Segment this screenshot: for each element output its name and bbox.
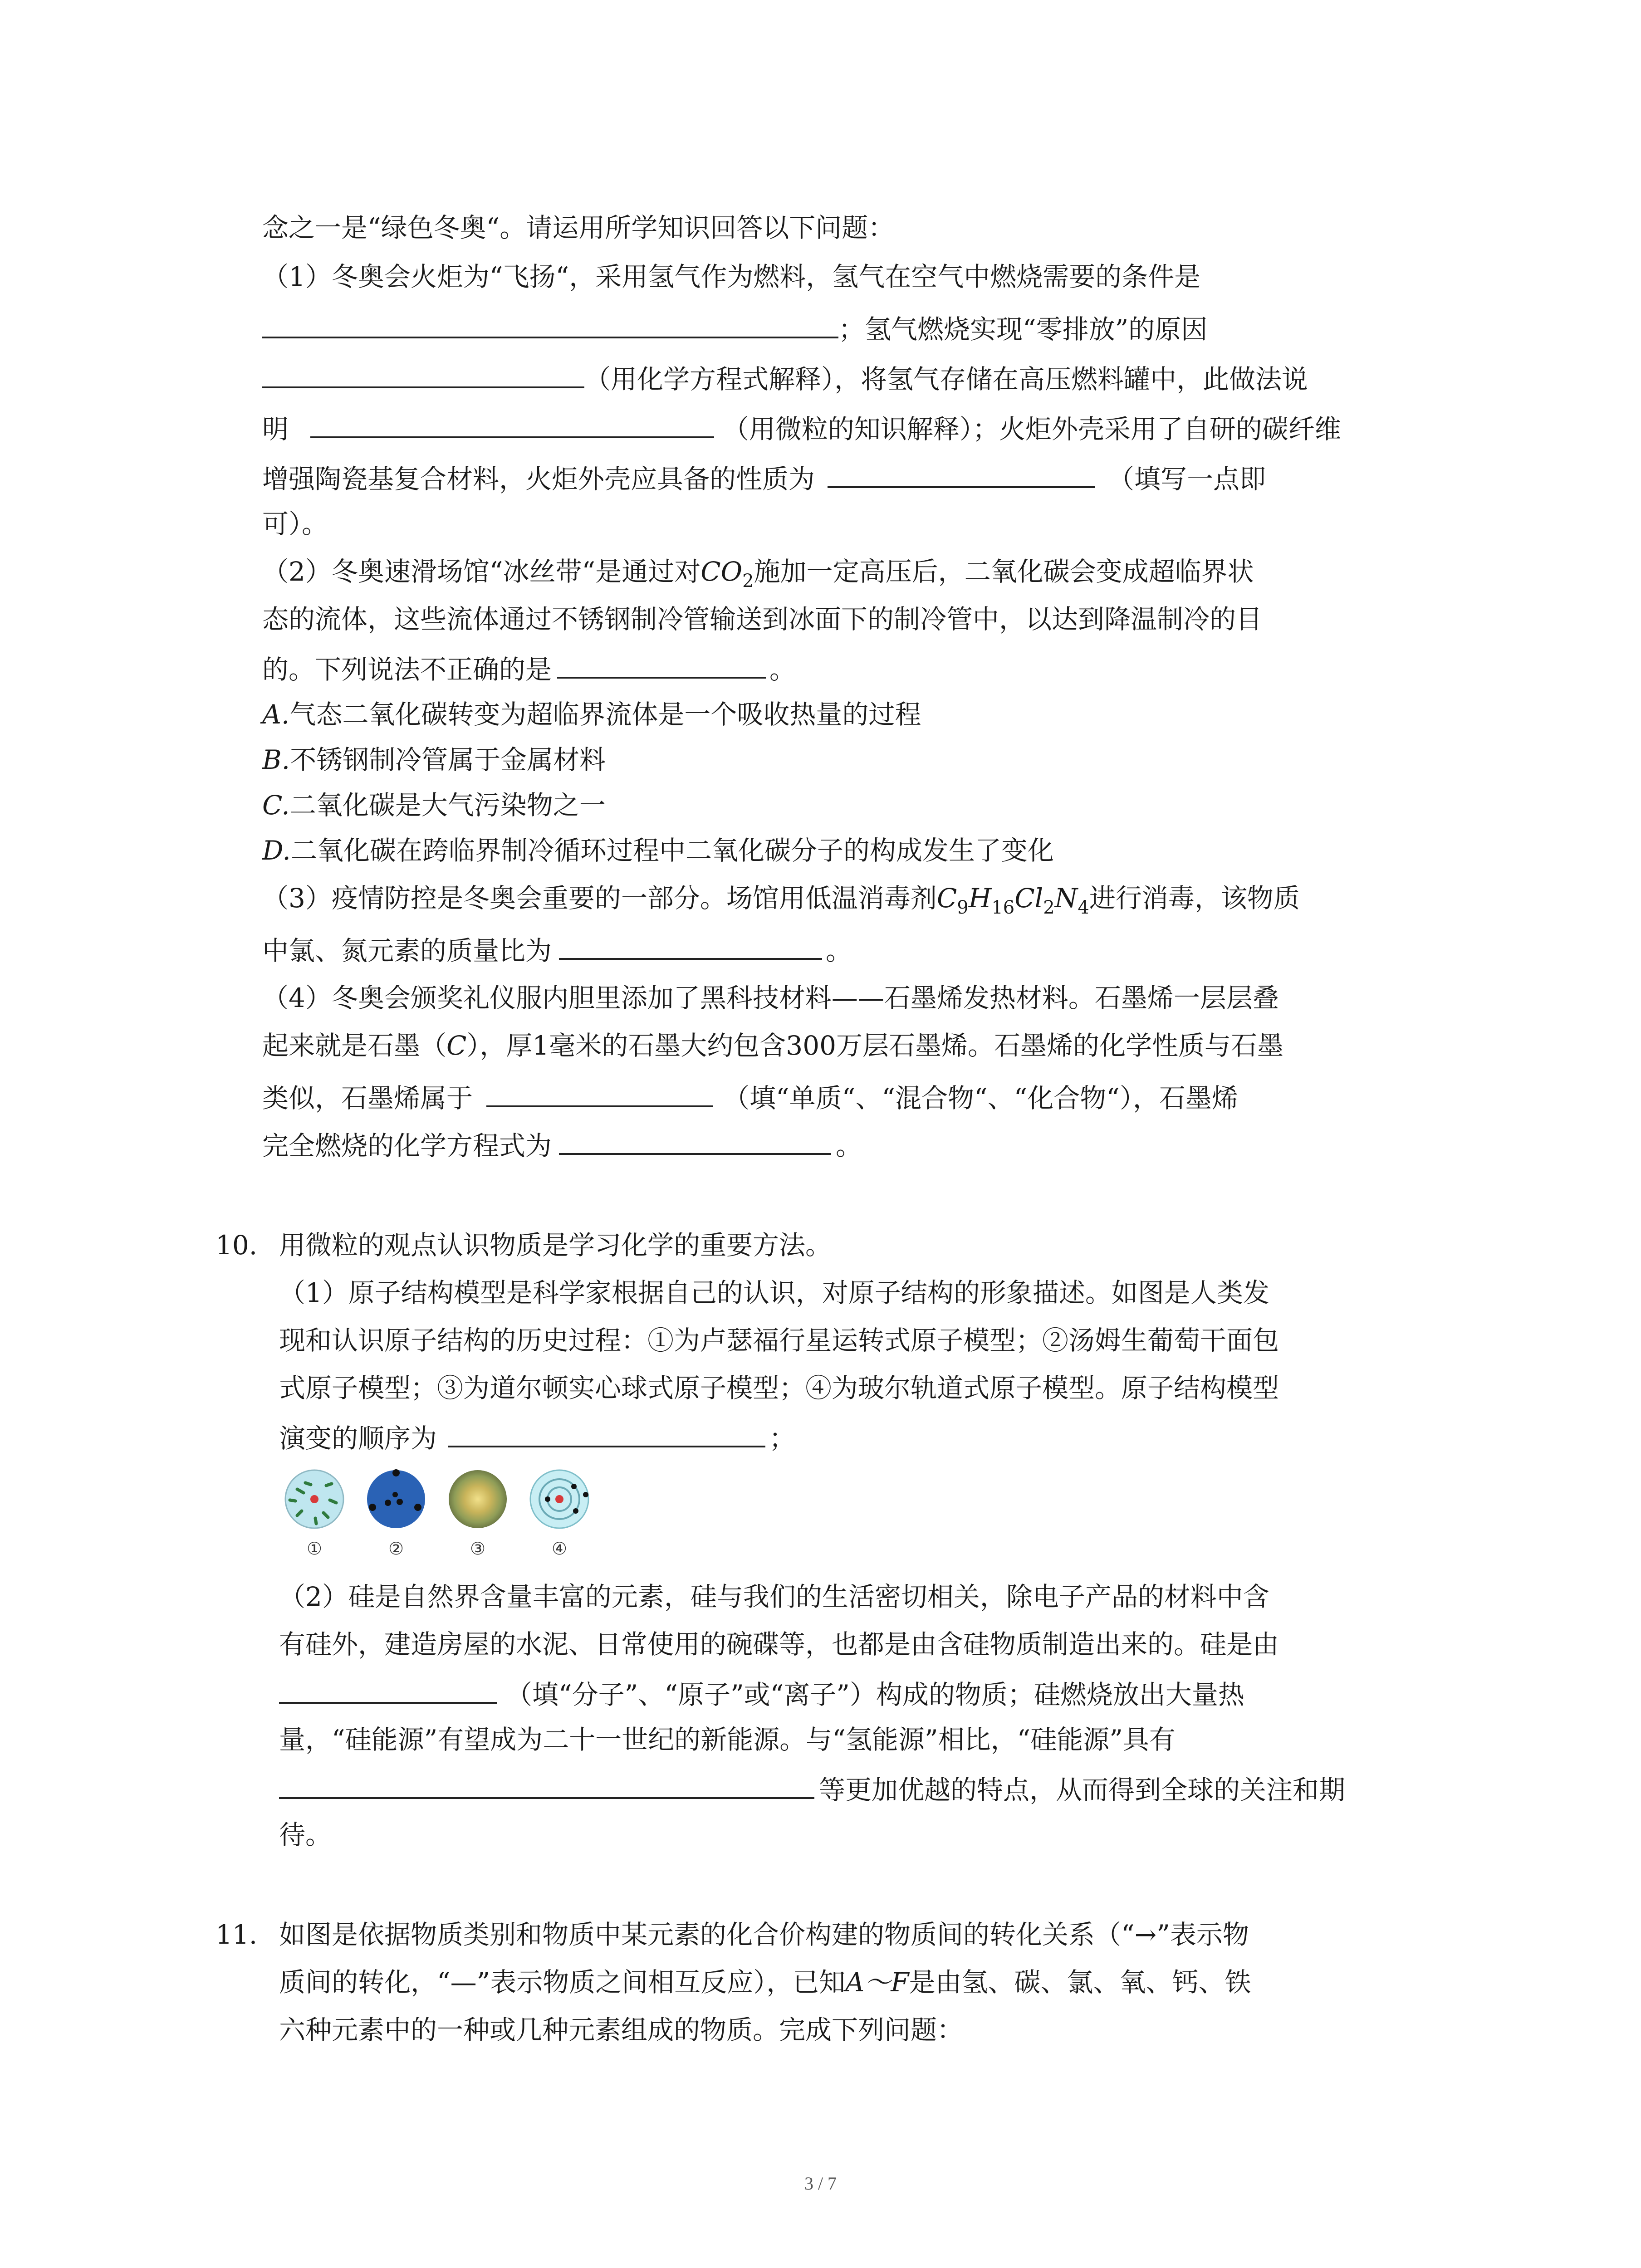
q9-p1-line1: （1）冬奥会火炬为“飞扬“，采用氢气作为燃料，氢气在空气中燃烧需要的条件是 <box>262 261 1201 292</box>
q9-p2-line1 <box>262 553 1254 599</box>
option-b <box>262 742 606 778</box>
answer-blank[interactable] <box>310 408 714 438</box>
disinfectant-formula: $C_9H_{16}Cl_2N_4$ <box>936 883 1089 918</box>
answer-blank[interactable] <box>557 649 766 679</box>
q9-p4-line3-text: （填“单质“、“混合物“、“化合物“），石墨烯 <box>723 1083 1238 1114</box>
answer-blank[interactable] <box>486 1077 713 1107</box>
q10-p1-line3: 式原子模型；③为道尔顿实心球式原子模型；④为玻尔轨道式原子模型。原子结构模型 <box>279 1373 1279 1403</box>
q9-p2-line1-text: 施加一定高压后，二氧化碳会变成超临界状 <box>754 556 1254 587</box>
q9-p1-line6: 可）。 <box>262 508 328 539</box>
answer-blank[interactable] <box>559 1125 831 1155</box>
q9-p1-line3-text: （用化学方程式解释），将氢气存储在高压燃料罐中，此做法说 <box>584 364 1308 395</box>
q11-line1: 如图是依据物质类别和物质中某元素的化合价构建的物质间的转化关系（“→”表示物 <box>279 1919 1249 1950</box>
q9-p1-line5-start: 增强陶瓷基复合材料，火炬外壳应具备的性质为 <box>262 464 815 494</box>
q9-p3-line2-start: 中氯、氮元素的质量比为 <box>262 935 552 966</box>
q9-p3-line2-end: 。 <box>826 935 852 966</box>
q10-p1-line1: （1）原子结构模型是科学家根据自己的认识，对原子结构的形象描述。如图是人类发 <box>279 1277 1269 1308</box>
model-label-2: ② <box>388 1539 404 1559</box>
q9-p1-line5-text: （填写一点即 <box>1108 464 1266 494</box>
q10-number: 10. <box>216 1230 258 1261</box>
q10-p2-line5 <box>279 1769 1345 1808</box>
model-label-1: ① <box>306 1539 323 1559</box>
q10-p1-line2: 现和认识原子结构的历史过程：①为卢瑟福行星运转式原子模型；②汤姆生葡萄干面包 <box>279 1325 1279 1356</box>
q10-p1-line4-start: 演变的顺序为 <box>279 1423 437 1454</box>
co2-subscript: 2 <box>742 571 754 591</box>
q9-p2-line3 <box>262 649 796 688</box>
option-c-letter: C. <box>262 790 290 821</box>
q9-p1-line2-text: ；氢气燃烧实现“零排放”的原因 <box>838 314 1208 345</box>
graphite-symbol: C <box>446 1030 467 1061</box>
dalton-model-icon <box>449 1470 507 1528</box>
option-b-text: 不锈钢制冷管属于金属材料 <box>290 744 606 775</box>
answer-blank[interactable] <box>279 1769 814 1799</box>
co2-formula: CO <box>700 556 743 587</box>
option-d <box>262 832 1054 869</box>
option-c-text: 二氧化碳是大气污染物之一 <box>289 790 606 821</box>
q9-p3-line1-start: （3）疫情防控是冬奥会重要的一部分。场馆用低温消毒剂 <box>262 883 937 914</box>
q9-p1-line4 <box>262 408 1341 447</box>
answer-blank[interactable] <box>448 1418 765 1447</box>
q9-p2-line2: 态的流体，这些流体通过不锈钢制冷管输送到冰面下的制冷管中，以达到降温制冷的目 <box>262 604 1263 635</box>
q10-p2-line2: 有硅外，建造房屋的水泥、日常使用的碗碟等，也都是由含硅物质制造出来的。硅是由 <box>279 1629 1279 1660</box>
page-number: 3 / 7 <box>804 2173 837 2194</box>
q9-p3-line1 <box>262 880 1300 926</box>
q10-stem: 用微粒的观点认识物质是学习化学的重要方法。 <box>279 1230 832 1261</box>
q9-p4-line4 <box>262 1125 862 1164</box>
q9-p4-line1: （4）冬奥会颁奖礼仪服内胆里添加了黑科技材料——石墨烯发热材料。石墨烯一层层叠 <box>262 982 1279 1013</box>
option-a <box>262 696 921 733</box>
answer-blank[interactable] <box>279 1674 497 1704</box>
q9-p4-line4-start: 完全燃烧的化学方程式为 <box>262 1130 552 1161</box>
option-a-text: 气态二氧化碳转变为超临界流体是一个吸收热量的过程 <box>289 699 921 730</box>
q11-line3: 六种元素中的一种或几种元素组成的物质。完成下列问题： <box>279 2014 964 2045</box>
q11-line2-start: 质间的转化，“—”表示物质之间相互反应），已知 <box>279 1967 846 1998</box>
q10-p1-line4 <box>279 1418 795 1457</box>
q9-p3-line2 <box>262 930 852 969</box>
q9-p1-line2 <box>262 308 1207 347</box>
q10-p2-line3-text: （填“分子”、“原子”或“离子”）构成的物质；硅燃烧放出大量热 <box>506 1679 1244 1710</box>
model-label-4: ④ <box>551 1539 568 1559</box>
q11-af-range: A～F <box>845 1967 909 1998</box>
q9-p4-line2-start: 起来就是石墨（ <box>262 1030 447 1061</box>
q10-p2-line5-text: 等更加优越的特点，从而得到全球的关注和期 <box>819 1774 1346 1805</box>
answer-blank[interactable] <box>559 930 822 960</box>
q9-p4-line2-text: ），厚1毫米的石墨大约包含300万层石墨烯。石墨烯的化学性质与石墨 <box>466 1030 1284 1061</box>
option-a-letter: A. <box>262 699 290 730</box>
answer-blank[interactable] <box>828 458 1095 488</box>
option-d-letter: D. <box>262 835 291 866</box>
atomic-models-figure <box>279 1467 624 1563</box>
q9-p4-line2 <box>262 1027 1283 1064</box>
q9-p1-line5 <box>262 458 1266 497</box>
q10-p2-line6: 待。 <box>279 1819 332 1850</box>
answer-blank[interactable] <box>262 358 584 388</box>
answer-blank[interactable] <box>262 308 838 338</box>
q11-line2 <box>279 1964 1251 2000</box>
q9-p4-line4-end: 。 <box>836 1130 862 1161</box>
q9-p2-line1-start: （2）冬奥速滑场馆“冰丝带“是通过对 <box>262 556 701 587</box>
q10-p2-line4: 量，“硅能源”有望成为二十一世纪的新能源。与“氢能源”相比，“硅能源”具有 <box>279 1724 1176 1755</box>
option-c <box>262 787 606 823</box>
q9-p4-line3 <box>262 1077 1238 1116</box>
q10-p2-line1: （2）硅是自然界含量丰富的元素，硅与我们的生活密切相关，除电子产品的材料中含 <box>279 1581 1269 1612</box>
q9-p1-line3 <box>262 358 1308 397</box>
q9-p2-line3-start: 的。下列说法不正确的是 <box>262 654 552 685</box>
option-b-letter: B. <box>262 744 290 775</box>
model-label-3: ③ <box>470 1539 486 1559</box>
rutherford-model-icon <box>285 1470 343 1528</box>
option-d-text: 二氧化碳在跨临界制冷循环过程中二氧化碳分子的构成发生了变化 <box>290 835 1054 866</box>
q10-p2-line3 <box>279 1674 1244 1713</box>
q10-p1-line4-end: ； <box>769 1423 796 1454</box>
q9-p4-line3-start: 类似，石墨烯属于 <box>262 1083 473 1114</box>
thomson-model-icon <box>367 1469 425 1528</box>
q11-line2-text: 是由氢、碳、氯、氧、钙、铁 <box>909 1967 1251 1998</box>
bohr-model-icon <box>530 1470 588 1528</box>
intro-line: 念之一是“绿色冬奥“。请运用所学知识回答以下问题： <box>262 212 895 243</box>
q9-p2-line3-end: 。 <box>769 654 796 685</box>
q11-number: 11. <box>216 1919 258 1950</box>
q9-p1-line4-start: 明 <box>262 414 289 445</box>
q9-p1-line4-text: （用微粒的知识解释）；火炬外壳采用了自研的碳纤维 <box>722 414 1341 445</box>
q9-p3-line1-text: 进行消毒，该物质 <box>1089 883 1300 914</box>
